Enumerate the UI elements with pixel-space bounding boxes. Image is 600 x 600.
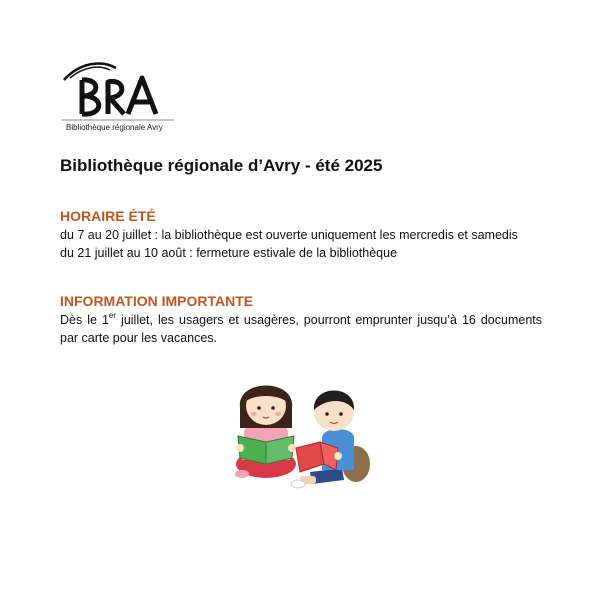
children-reading-icon [226, 368, 374, 496]
horaire-heading: HORAIRE ÉTÉ [60, 208, 156, 224]
children-reading-illustration [226, 368, 374, 496]
info-line-1-a: Dès le 1 [60, 313, 109, 327]
page-title: Bibliothèque régionale d’Avry - été 2025 [60, 156, 383, 175]
library-logo [58, 60, 178, 135]
info-line-1 [60, 313, 542, 327]
horaire-line-2: du 21 juillet au 10 août : fermeture estivale de la bibliothèque [60, 246, 398, 260]
logo-caption: Bibliothèque régionale Avry [66, 123, 163, 132]
bra-logo-mark-icon [58, 60, 178, 122]
info-line-1-sup: er [108, 311, 117, 320]
info-line-1-b: juillet, les usagers et usagères, pourront emprunter jusqu’à 16 documents [116, 313, 542, 327]
horaire-line-1: du 7 au 20 juillet : la bibliothèque est ouverte uniquement les mercredis et samedis [60, 228, 518, 242]
info-heading: INFORMATION IMPORTANTE [60, 293, 254, 309]
info-line-2: par carte pour les vacances. [60, 331, 218, 345]
